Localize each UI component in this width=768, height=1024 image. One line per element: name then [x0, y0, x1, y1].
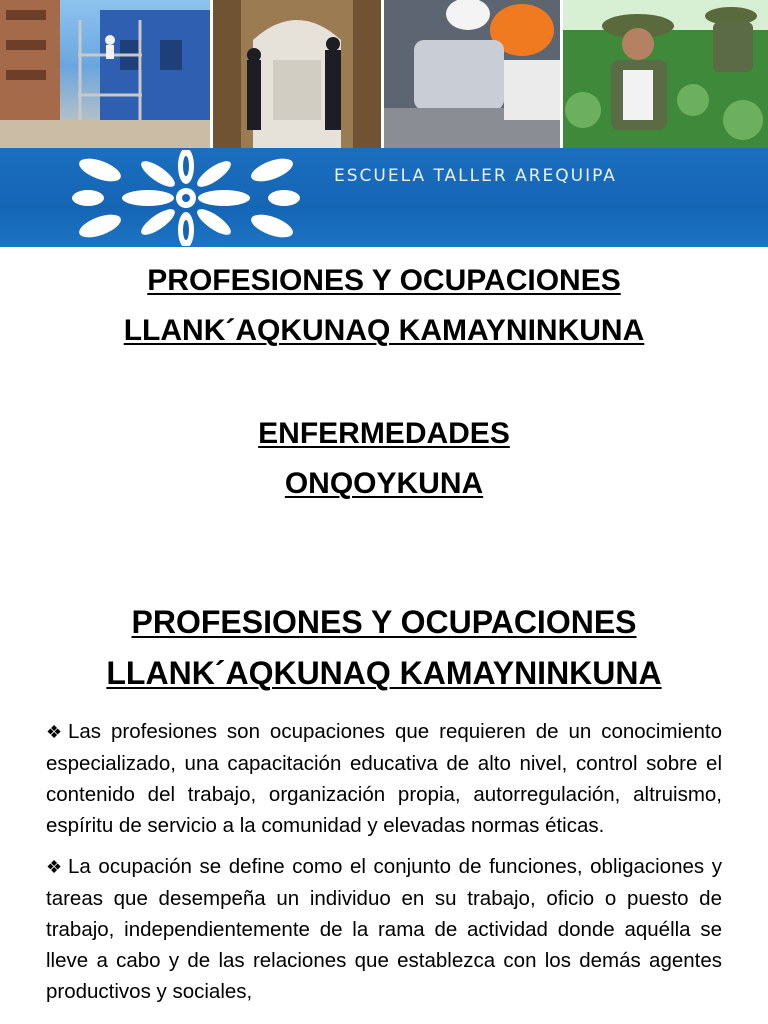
escuela-taller-emblem	[66, 150, 306, 246]
header-banner	[0, 0, 768, 247]
body-text	[46, 716, 722, 1017]
paragraph-professions	[46, 716, 722, 841]
heading-professions-quechua: LLANK´AQKUNAQ KAMAYNINKUNA	[123, 314, 645, 347]
paragraph-occupation	[46, 851, 722, 1007]
photo-strip	[0, 0, 768, 148]
section-heading-professions-quechua: LLANK´AQKUNAQ KAMAYNINKUNA	[106, 655, 662, 691]
photo-doorway-workers	[213, 0, 381, 148]
diamond-bullet-icon: ❖	[46, 857, 63, 877]
heading-professions: PROFESIONES Y OCUPACIONES	[147, 264, 621, 297]
paragraph-text: La ocupación se define como el conjunto de funciones, obligaciones y tareas que desempeña un individuo en su trabajo, oficio o puesto de trabajo, independientemente de la rama de actividad donde aquélla se lleve a cabo y de las relaciones que establezca con los demás agentes productivos y sociales,	[46, 855, 722, 1003]
photo-field-worker	[563, 0, 768, 148]
diamond-bullet-icon: ❖	[46, 722, 63, 742]
section-heading-professions: PROFESIONES Y OCUPACIONES	[131, 604, 637, 640]
school-name: ESCUELA TALLER AREQUIPA	[334, 166, 617, 186]
heading-diseases: ENFERMEDADES	[258, 417, 510, 450]
photo-scaffolding-building	[0, 0, 210, 148]
heading-diseases-quechua: ONQOYKUNA	[284, 467, 484, 500]
photo-workshop-helmets	[384, 0, 560, 148]
paragraph-text: Las profesiones son ocupaciones que requieren de un conocimiento especializado, una capacitación educativa de alto nivel, control sobre el contenido del trabajo, organización propia, autorregulación, altruismo, espíritu de servicio a la comunidad y elevadas normas éticas.	[46, 720, 722, 837]
